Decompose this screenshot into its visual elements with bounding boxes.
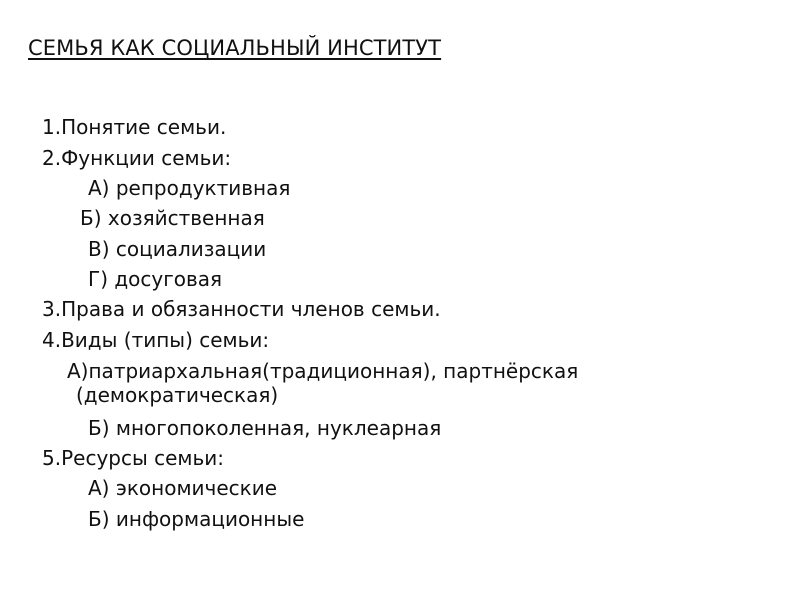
outline-subitem-4b: Б) многопоколенная, нуклеарная (88, 416, 442, 440)
outline-subitem-2b: Б) хозяйственная (80, 206, 265, 230)
outline-item-5: 5.Ресурсы семьи: (42, 446, 225, 470)
outline-item-4: 4.Виды (типы) семьи: (42, 328, 270, 352)
outline-subitem-4a-line2: (демократическая) (76, 383, 279, 407)
outline-subitem-5b: Б) информационные (88, 507, 305, 531)
slide-title: СЕМЬЯ КАК СОЦИАЛЬНЫЙ ИНСТИТУТ (28, 36, 442, 60)
outline-subitem-2g: Г) досуговая (88, 267, 223, 291)
outline-item-2: 2.Функции семьи: (42, 146, 232, 170)
outline-item-1: 1.Понятие семьи. (42, 115, 227, 139)
outline-subitem-5a: А) экономические (88, 476, 278, 500)
outline-subitem-2v: В) социализации (88, 237, 267, 261)
outline-item-3: 3.Права и обязанности членов семьи. (42, 297, 441, 321)
outline-subitem-4a-line1: А)патриархальная(традиционная), партнёрская (67, 359, 579, 383)
outline-subitem-2a: А) репродуктивная (88, 176, 291, 200)
